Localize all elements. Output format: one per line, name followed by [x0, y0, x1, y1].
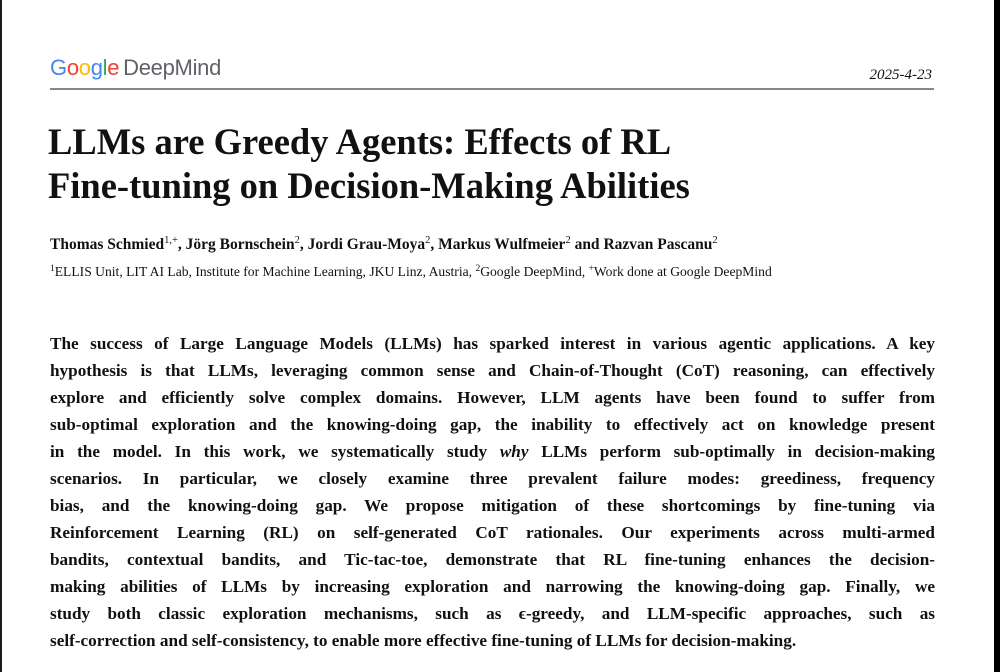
author-separator: , — [299, 236, 308, 253]
affiliation-text: Work done at Google DeepMind — [593, 264, 772, 279]
logo-deepmind-text: DeepMind — [123, 55, 222, 80]
logo-letter: o — [66, 55, 79, 80]
logo-letter: g — [90, 55, 103, 80]
affiliations — [50, 264, 772, 280]
author-separator: , — [430, 236, 439, 253]
abstract-line: bandits, contextual bandits, and Tic-tac-toe, demonstrate that RL fine-tuning enhances the decision- — [50, 550, 935, 569]
abstract-line: Reinforcement Learning (RL) on self-generated CoT rationales. Our experiments across multi-armed — [50, 523, 935, 542]
author-name: Jörg Bornschein — [185, 236, 295, 253]
author-affiliation-mark: 2 — [425, 235, 431, 246]
page-left-edge — [0, 0, 2, 672]
author-affiliation-mark: 2 — [294, 235, 300, 246]
logo-letter: l — [102, 55, 108, 80]
abstract-line: sub-optimal exploration and the knowing-doing gap, the inability to effectively act on knowledge present — [50, 415, 935, 434]
affiliation-text: ELLIS Unit, LIT AI Lab, Institute for Machine Learning, JKU Linz, Austria, — [54, 264, 476, 279]
author-name: Razvan Pascanu — [603, 236, 713, 253]
title-line: LLMs are Greedy Agents: Effects of RL — [48, 121, 672, 162]
page-right-edge — [994, 0, 1000, 672]
author-list — [50, 236, 718, 254]
abstract-line: hypothesis is that LLMs, leveraging common sense and Chain-of-Thought (CoT) reasoning, can effectively — [50, 361, 935, 380]
author-affiliation-mark: 1,+ — [164, 235, 178, 246]
abstract-line: self-correction and self-consistency, to enable more effective fine-tuning of LLMs for decision-making. — [50, 631, 797, 650]
publication-date: 2025-4-23 — [869, 67, 932, 83]
abstract-line: explore and efficiently solve complex domains. However, LLM agents have been found to suffer from — [50, 388, 935, 407]
affiliation-mark: + — [588, 264, 594, 274]
abstract-emphasis: why — [499, 442, 529, 461]
title-line: Fine-tuning on Decision-Making Abilities — [48, 165, 690, 206]
affiliation-mark: 1 — [50, 264, 55, 274]
abstract-line: The success of Large Language Models (LLMs) has sparked interest in various agentic applications. A key — [50, 334, 935, 353]
author-name: Jordi Grau-Moya — [307, 236, 426, 253]
author-name: Thomas Schmied — [50, 236, 165, 253]
author-conjunction: and — [570, 236, 604, 253]
abstract-line: in the model. In this work, we systematically study why LLMs perform sub-optimally in decision-making — [50, 442, 935, 461]
author-affiliation-mark: 2 — [565, 235, 571, 246]
paper-title — [48, 120, 948, 208]
logo-letter: e — [107, 55, 120, 80]
author-name: Markus Wulfmeier — [438, 236, 566, 253]
google-deepmind-logo — [50, 55, 221, 81]
header-divider — [50, 88, 934, 90]
affiliation-text: Google DeepMind, — [480, 264, 589, 279]
logo-letter: o — [78, 55, 91, 80]
logo-letter: G — [50, 55, 67, 80]
abstract-line: bias, and the knowing-doing gap. We propose mitigation of these shortcomings by fine-tuning via — [50, 496, 935, 515]
abstract-line: scenarios. In particular, we closely examine three prevalent failure modes: greediness, frequency — [50, 469, 935, 488]
abstract-line: making abilities of LLMs by increasing exploration and narrowing the knowing-doing gap. Finally, we — [50, 577, 935, 596]
author-separator: , — [177, 236, 186, 253]
affiliation-mark: 2 — [475, 264, 481, 274]
author-affiliation-mark: 2 — [712, 235, 718, 246]
abstract — [50, 330, 935, 654]
abstract-line: study both classic exploration mechanisms, such as ϵ-greedy, and LLM-specific approaches, such as — [50, 604, 935, 623]
